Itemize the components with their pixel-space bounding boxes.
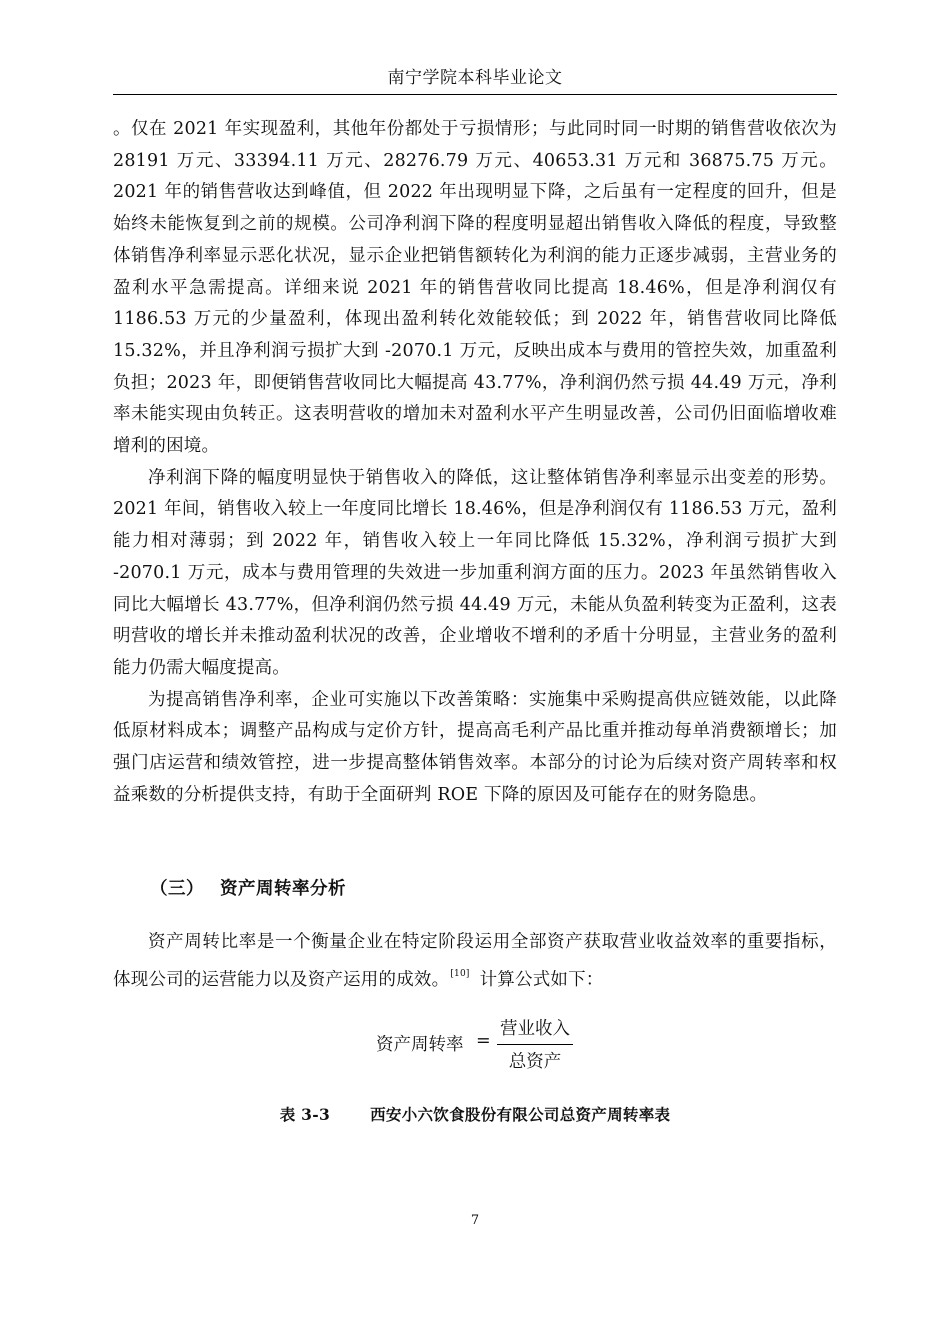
formula — [376, 1015, 586, 1075]
formula-lhs: 资产周转率 — [376, 1035, 464, 1055]
header-title: 南宁学院本科毕业论文 — [387, 68, 563, 88]
table-title: 西安小六饮食股份有限公司总资产周转率表 — [370, 1105, 671, 1124]
section-number: （三） — [150, 879, 204, 899]
table-caption — [0, 1103, 950, 1125]
body-text-2 — [113, 927, 837, 996]
paragraph-4-text: 资产周转比率是一个衡量企业在特定阶段运用全部资产获取营业收益效率的重要指标，体现公司的运营能力以及资产运用的成效。 — [113, 932, 837, 990]
table-label: 表 3-3 — [279, 1105, 331, 1124]
fraction-bar — [497, 1044, 573, 1045]
paragraph-3: 为提高销售净利率，企业可实施以下改善策略：实施集中采购提高供应链效能，以此降低原材料成本；调整产品构成与定价方针，提高高毛利产品比重并推动每单消费额增长；加强门店运营和绩效管控，进一步提高整体销售效率。本部分的讨论为后续对资产周转率和权益乘数的分析提供支持，有助于全面研判 ROE 下降的原因及可能存在的财务隐患。 — [113, 689, 837, 805]
paragraph-4 — [113, 927, 837, 996]
paragraph-2: 净利润下降的幅度明显快于销售收入的降低，这让整体销售净利率显示出变差的形势。 2021 年间，销售收入较上一年度同比增长 18.46%，但是净利润仅有 1186.53 万元，盈利能力相对薄弱；到 2022 年，销售收入较上一年同比降低 15.32%，净利润亏损扩大到 -2070.1 万元，成本与费用管理的失效进一步加重利润方面的压力。2023 年虽然销售收入同比大幅增长 43.77%，但净利润仍然亏损 44.49 万元，未能从负盈利转变为正盈利，这表明营收的增长并未推动盈利状况的改善，企业增收不增利的矛盾十分明显，主营业务的盈利能力仍需大幅度提高。 — [113, 467, 837, 678]
paragraph-1: 。仅在 2021 年实现盈利，其他年份都处于亏损情形；与此同时同一时期的销售营收依次为 28191 万元、33394.11 万元、28276.79 万元、40653.31 万元和 36875.75 万元。2021 年的销售营收达到峰值，但 2022 年出现明显下降，之后虽有一定程度的回升，但是始终未能恢复到之前的规模。公司净利润下降的程度明显超出销售收入降低的程度，导致整体销售净利率显示恶化状况，显示企业把销售额转化为利润的能力正逐步减弱，主营业务的盈利水平急需提高。详细来说 2021 年的销售营收同比提高 18.46%，但是净利润仅有 1186.53 万元的少量盈利，体现出盈利转化效能较低；到 2022 年，销售营收同比降低 15.32%，并且净利润亏损扩大到 -2070.1 万元，反映出成本与费用的管控失效，加重盈利负担；2023 年，即便销售营收同比大幅提高 43.77%，净利润仍然亏损 44.49 万元，净利率未能实现由负转正。这表明营收的增加未对盈利水平产生明显改善，公司仍旧面临增收难增利的困境。 — [113, 119, 837, 457]
citation-ref: [10] — [450, 968, 470, 979]
paragraph-4-tail: 计算公式如下： — [479, 969, 604, 990]
formula-denominator: 总资产 — [508, 1052, 562, 1072]
section-title-text: 资产周转率分析 — [220, 879, 346, 899]
formula-numerator: 营业收入 — [500, 1019, 570, 1039]
page-header — [113, 66, 837, 95]
page-number: 7 — [470, 1213, 480, 1228]
section-heading — [150, 875, 346, 903]
body-text — [113, 114, 837, 811]
formula-equals: = — [476, 1031, 491, 1051]
